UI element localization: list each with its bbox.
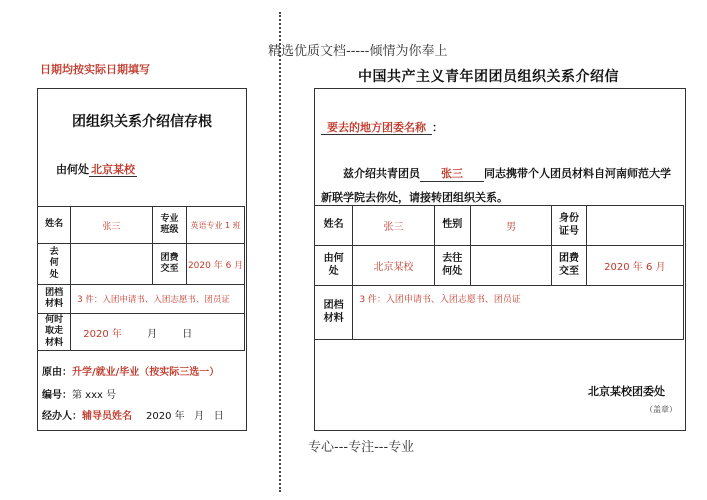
letter-materials-text: 3 件：入团申请书、入团志愿书、团员证 [359, 295, 521, 305]
stub-to-label: 去 何 处 [38, 244, 71, 285]
stub-materials-value: 3 件：入团申请书、入团志愿书、团员证 [71, 285, 245, 314]
stub-origin-label: 由何处 [56, 163, 89, 176]
stub-table [37, 206, 245, 351]
letter-id-label: 身份 证号 [552, 206, 586, 246]
letter-title: 中国共产主义青年团团员组织关系介绍信 [358, 69, 619, 85]
letter-form [314, 88, 686, 431]
stub-time-year: 2020 年 [83, 328, 122, 340]
stub-handler-date: 2020 年 月 日 [146, 411, 224, 422]
stub-time-value [71, 314, 245, 351]
stub-class-value: 英语专业 1 班 [187, 207, 245, 244]
letter-gender-label: 性别 [434, 206, 470, 246]
stub-fee-label: 团费 交至 [152, 244, 186, 285]
page-header: 精选优质文档-----倾情为你奉上 [268, 44, 448, 59]
stub-materials-label: 团档 材料 [38, 285, 71, 314]
stub-handler-value: 辅导员姓名 [82, 411, 132, 422]
stub-handler-label: 经办人： [42, 411, 82, 422]
stub-reason [42, 363, 219, 378]
letter-id-value [586, 206, 683, 246]
stub-time-day: 日 [182, 328, 193, 340]
page-footer: 专心---专注---专业 [308, 440, 415, 455]
stub-number-value: 第 xxx 号 [72, 390, 117, 401]
stub-time-label: 何时 取走 材料 [38, 314, 71, 351]
body-name: 张三 [420, 167, 484, 182]
stub-number [42, 386, 116, 401]
body-before: 兹介绍共青团员 [343, 167, 420, 180]
letter-fee-label: 团费 交至 [552, 246, 586, 286]
stub-name-value: 张三 [71, 207, 153, 244]
recipient-value: 要去的地方团委名称 [321, 121, 432, 135]
letter-to-value [470, 246, 551, 286]
letter-seal: （盖章） [645, 405, 677, 414]
letter-from-label: 由何 处 [315, 246, 353, 286]
stub-number-label: 编号： [42, 390, 72, 401]
letter-materials-value [353, 286, 684, 340]
letter-materials-label: 团档 材料 [315, 286, 353, 340]
letter-name-value: 张三 [353, 206, 434, 246]
stub-name-label: 姓名 [38, 207, 71, 244]
stub-time-month: 月 [147, 328, 158, 340]
body-after: 同志携带个人团员材料自河南师范大学新联学院去你处，请接转团组织关系。 [321, 167, 671, 204]
letter-table [314, 205, 684, 340]
letter-to-label: 去往 何处 [434, 246, 470, 286]
stub-to-value [71, 244, 153, 285]
letter-signature: 北京某校团委处 [588, 385, 665, 398]
stub-title: 团组织关系介绍信存根 [72, 114, 212, 130]
letter-body [321, 162, 681, 210]
letter-name-label: 姓名 [315, 206, 353, 246]
stub-handler [42, 407, 224, 422]
stub-class-label: 专业 班级 [152, 207, 186, 244]
stub-form [37, 88, 247, 431]
stub-reason-value: 升学/就业/毕业（按实际三选一） [72, 367, 220, 378]
cut-line [279, 12, 281, 492]
stub-origin [56, 161, 137, 177]
letter-fee-value: 2020 年 6 月 [586, 246, 683, 286]
stub-origin-value: 北京某校 [91, 163, 135, 176]
letter-recipient [321, 119, 443, 135]
stub-reason-label: 原由： [42, 367, 72, 378]
stub-fee-value: 2020 年 6 月 [187, 244, 245, 285]
recipient-suffix: ： [432, 121, 443, 134]
letter-gender-value: 男 [470, 206, 551, 246]
date-note: 日期均按实际日期填写 [40, 63, 150, 76]
letter-from-value: 北京某校 [353, 246, 434, 286]
